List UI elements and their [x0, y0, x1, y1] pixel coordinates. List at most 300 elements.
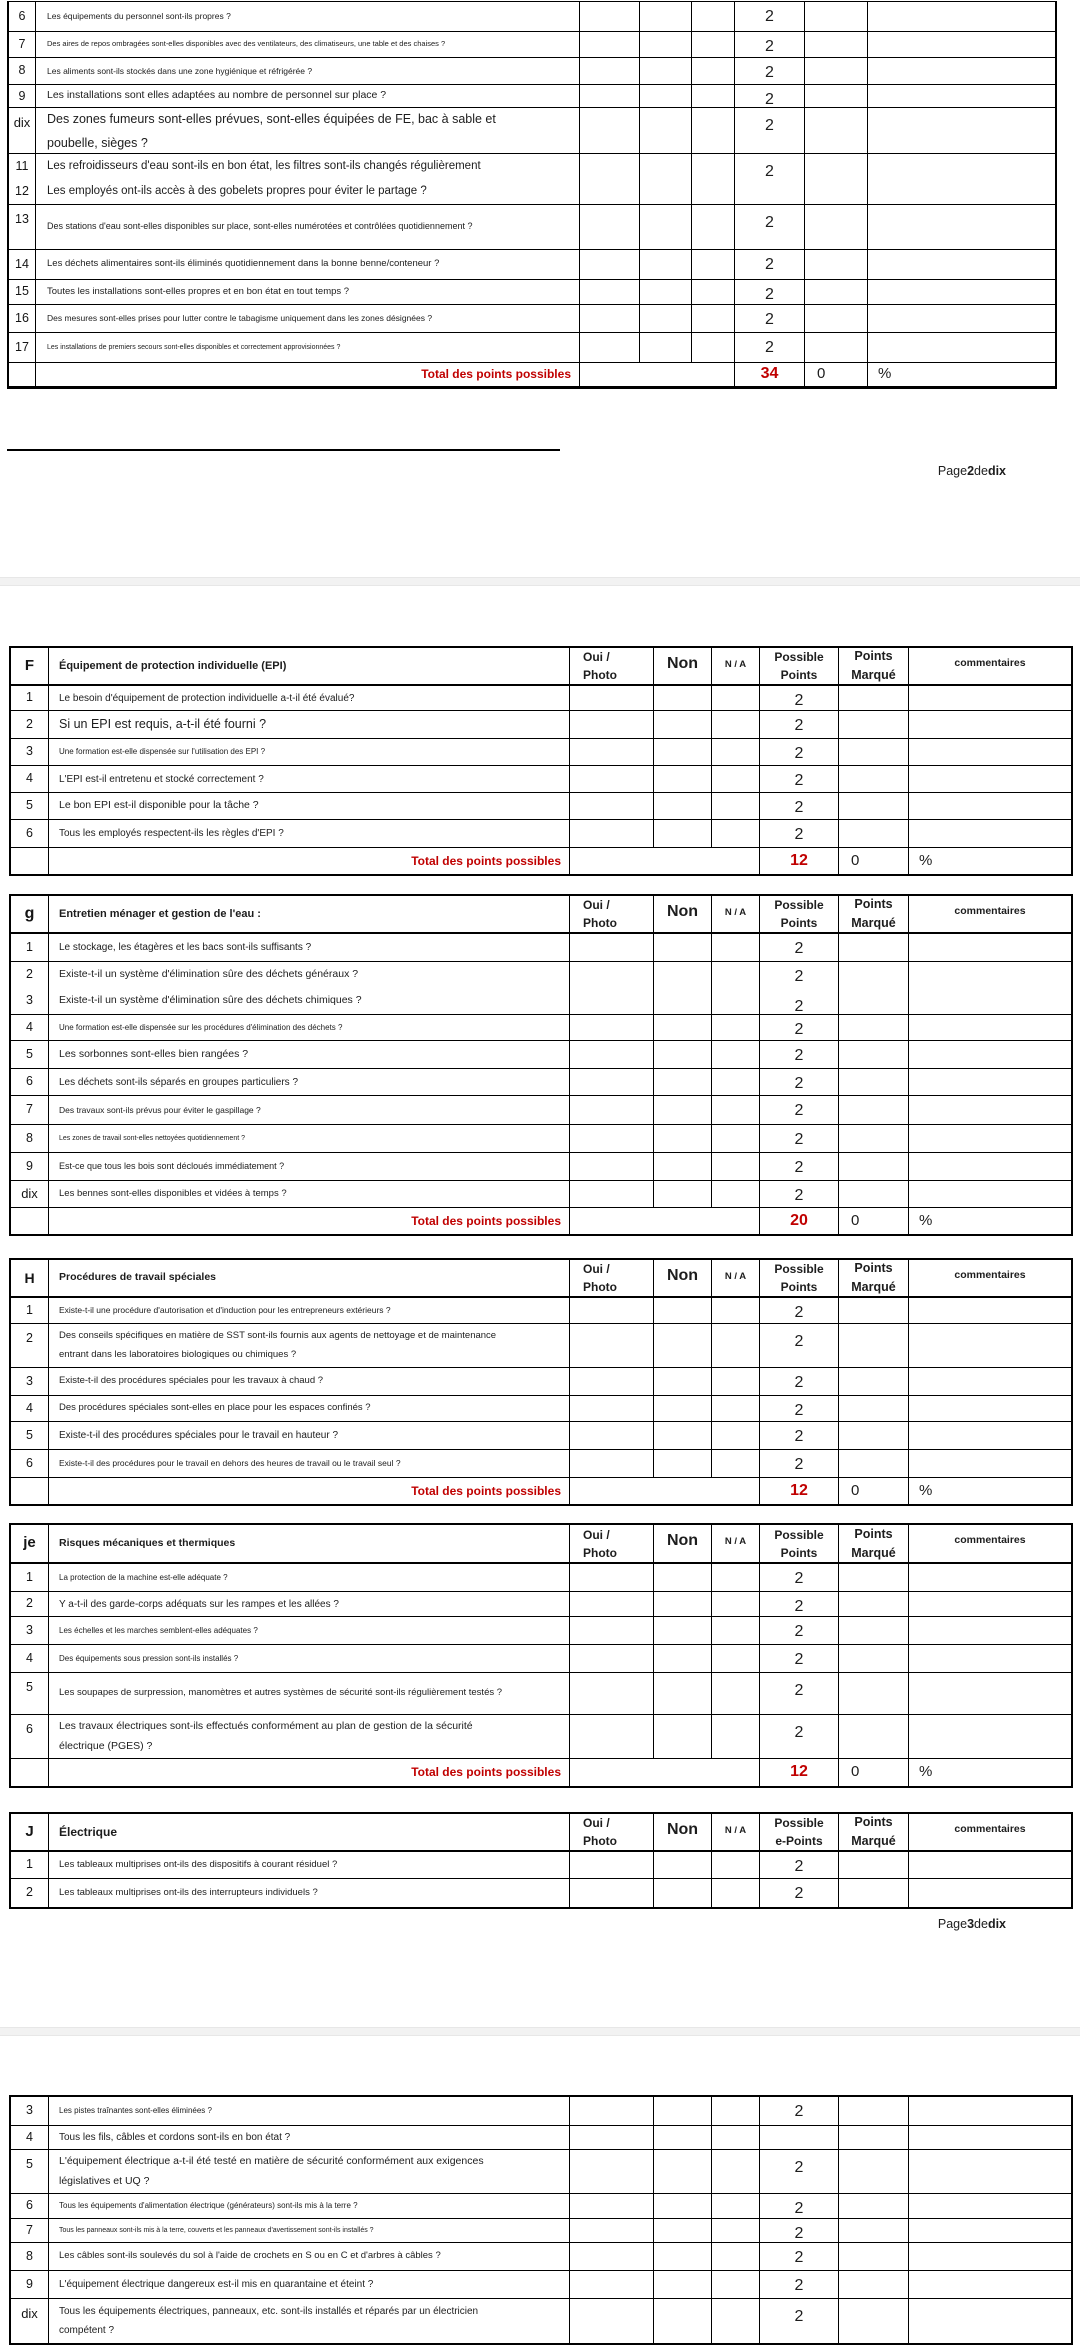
answer-na-cell[interactable] [692, 305, 735, 332]
answer-oui-cell[interactable] [580, 2, 640, 31]
answer-oui-cell[interactable] [580, 58, 640, 84]
comment-cell[interactable] [909, 2150, 1071, 2193]
possible-points-cell [760, 1153, 839, 1180]
comment-cell[interactable] [868, 32, 1055, 57]
answer-na-cell[interactable] [712, 2097, 760, 2125]
answer-non-cell[interactable] [654, 793, 712, 819]
header-points-marque [839, 648, 909, 684]
possible-points-value: 2 [794, 1374, 804, 1391]
comment-cell[interactable] [909, 1422, 1071, 1449]
comment-cell[interactable] [909, 1041, 1071, 1068]
answer-na-cell[interactable] [712, 711, 760, 738]
comment-cell[interactable] [909, 2299, 1071, 2343]
comment-cell[interactable] [909, 1450, 1071, 1477]
points-marque-cell[interactable] [839, 934, 909, 961]
text-line: Points [780, 916, 818, 930]
points-marque-cell[interactable] [839, 1069, 909, 1095]
answer-na-cell[interactable] [712, 2271, 760, 2298]
comment-cell[interactable] [868, 154, 1055, 204]
comment-cell[interactable] [909, 2194, 1071, 2218]
comment-cell[interactable] [909, 1096, 1071, 1124]
points-marque-cell[interactable] [839, 1015, 909, 1040]
comment-cell[interactable] [909, 2219, 1071, 2242]
points-marque-cell[interactable] [805, 108, 868, 153]
answer-oui-cell[interactable] [570, 1852, 654, 1878]
answer-non-cell[interactable] [654, 1324, 712, 1367]
possible-points-value: 2 [794, 1333, 804, 1350]
points-marque-cell[interactable] [839, 1715, 909, 1758]
answer-na-cell[interactable] [712, 962, 760, 1014]
points-marque-cell[interactable] [805, 154, 868, 204]
answer-non-cell[interactable] [654, 739, 712, 765]
answer-oui-cell[interactable] [570, 1450, 654, 1477]
answer-oui-cell[interactable] [580, 250, 640, 279]
question-text: Le besoin d'équipement de protection individuelle a-t-il été évalué? [59, 692, 355, 704]
answer-non-cell[interactable] [640, 108, 692, 153]
answer-oui-cell[interactable] [570, 1368, 654, 1395]
points-marque-cell[interactable] [839, 711, 909, 738]
answer-oui-cell[interactable] [570, 934, 654, 961]
comment-cell[interactable] [909, 1396, 1071, 1421]
answer-oui-cell[interactable] [580, 154, 640, 204]
points-marque-cell[interactable] [839, 1450, 909, 1477]
comment-cell[interactable] [909, 1673, 1071, 1714]
answer-non-cell[interactable] [640, 2, 692, 31]
comment-cell[interactable] [909, 1368, 1071, 1395]
answer-na-cell[interactable] [712, 1396, 760, 1421]
points-marque-cell[interactable] [839, 739, 909, 765]
points-marque-cell[interactable] [839, 962, 909, 1014]
answer-oui-cell[interactable] [580, 280, 640, 304]
comment-cell[interactable] [909, 2097, 1071, 2125]
possible-points-value: 2 [765, 286, 774, 303]
text-line: e-Points [775, 1834, 823, 1848]
answer-non-cell[interactable] [654, 1396, 712, 1421]
answer-oui-cell[interactable] [570, 1153, 654, 1180]
comment-cell[interactable] [909, 1592, 1071, 1616]
answer-oui-cell[interactable] [580, 32, 640, 57]
points-marque-cell[interactable] [805, 250, 868, 279]
answer-oui-cell[interactable] [570, 2299, 654, 2343]
answer-oui-cell[interactable] [570, 2126, 654, 2149]
points-marque-cell[interactable] [805, 333, 868, 362]
answer-non-cell[interactable] [654, 1041, 712, 1068]
answer-oui-cell[interactable] [570, 1617, 654, 1644]
comment-cell[interactable] [868, 108, 1055, 153]
answer-non-cell[interactable] [654, 1673, 712, 1714]
answer-oui-cell[interactable] [570, 766, 654, 792]
answer-oui-cell[interactable] [570, 1096, 654, 1124]
points-marque-cell[interactable] [839, 1645, 909, 1672]
comment-cell[interactable] [868, 250, 1055, 279]
points-marque-cell[interactable] [839, 1879, 909, 1907]
answer-oui-cell[interactable] [570, 962, 654, 1014]
comment-cell[interactable] [909, 1617, 1071, 1644]
points-marque-cell[interactable] [805, 85, 868, 107]
answer-non-cell[interactable] [654, 1181, 712, 1207]
answer-non-cell[interactable] [654, 2243, 712, 2270]
answer-oui-cell[interactable] [570, 820, 654, 847]
comment-cell[interactable] [868, 2, 1055, 31]
answer-oui-cell[interactable] [570, 793, 654, 819]
answer-non-cell[interactable] [654, 1879, 712, 1907]
answer-oui-cell[interactable] [570, 1015, 654, 1040]
answer-oui-cell[interactable] [570, 2219, 654, 2242]
total-empty-cell [11, 1478, 49, 1504]
points-marque-cell[interactable] [839, 1096, 909, 1124]
answer-na-cell[interactable] [712, 739, 760, 765]
points-marque-cell[interactable] [839, 2150, 909, 2193]
points-marque-cell[interactable] [805, 2, 868, 31]
comment-cell[interactable] [868, 85, 1055, 107]
answer-na-cell[interactable] [712, 2194, 760, 2218]
answer-non-cell[interactable] [654, 2150, 712, 2193]
points-marque-cell[interactable] [839, 2243, 909, 2270]
comment-cell[interactable] [909, 1181, 1071, 1207]
answer-oui-cell[interactable] [570, 1645, 654, 1672]
comment-cell[interactable] [868, 58, 1055, 84]
answer-na-cell[interactable] [712, 2219, 760, 2242]
answer-oui-cell[interactable] [580, 205, 640, 249]
answer-non-cell[interactable] [654, 2126, 712, 2149]
answer-oui-cell[interactable] [570, 711, 654, 738]
question-cell [49, 934, 570, 961]
answer-oui-cell[interactable] [580, 333, 640, 362]
points-marque-cell[interactable] [839, 1181, 909, 1207]
answer-na-cell[interactable] [692, 85, 735, 107]
answer-na-cell[interactable] [692, 205, 735, 249]
points-marque-cell[interactable] [839, 1368, 909, 1395]
answer-non-cell[interactable] [654, 1852, 712, 1878]
table-row [11, 2126, 1071, 2150]
answer-non-cell[interactable] [640, 250, 692, 279]
answer-na-cell[interactable] [712, 1450, 760, 1477]
points-marque-cell[interactable] [805, 280, 868, 304]
percent-sign: % [919, 1211, 933, 1229]
answer-na-cell[interactable] [692, 2, 735, 31]
table-row [11, 962, 1071, 1015]
table-row [11, 1450, 1071, 1478]
answer-non-cell[interactable] [654, 1422, 712, 1449]
answer-oui-cell[interactable] [570, 2243, 654, 2270]
question-text: Les équipements du personnel sont-ils propres ? [47, 11, 231, 22]
answer-na-cell[interactable] [692, 280, 735, 304]
answer-non-cell[interactable] [654, 2097, 712, 2125]
section-letter-text: je [23, 1534, 36, 1552]
comment-cell[interactable] [909, 1324, 1071, 1367]
section-title-text: Électrique [59, 1825, 118, 1839]
comment-cell[interactable] [909, 1564, 1071, 1591]
comment-cell[interactable] [909, 1153, 1071, 1180]
points-marque-cell[interactable] [805, 205, 868, 249]
answer-oui-cell[interactable] [580, 305, 640, 332]
answer-oui-cell[interactable] [570, 1422, 654, 1449]
answer-non-cell[interactable] [654, 2271, 712, 2298]
possible-points-cell [760, 820, 839, 847]
question-cell [36, 108, 580, 153]
answer-non-cell[interactable] [654, 1069, 712, 1095]
points-marque-cell[interactable] [839, 1396, 909, 1421]
answer-na-cell[interactable] [712, 1153, 760, 1180]
comment-cell[interactable] [868, 333, 1055, 362]
answer-na-cell[interactable] [692, 333, 735, 362]
points-marque-cell[interactable] [839, 766, 909, 792]
answer-na-cell[interactable] [712, 1125, 760, 1152]
comment-cell[interactable] [868, 205, 1055, 249]
possible-points-cell [760, 2219, 839, 2242]
answer-na-cell[interactable] [692, 154, 735, 204]
answer-na-cell[interactable] [712, 1564, 760, 1591]
answer-na-cell[interactable] [712, 1617, 760, 1644]
answer-oui-cell[interactable] [570, 2150, 654, 2193]
question-text: Toutes les installations sont-elles propres et en bon état en tout temps ? [47, 285, 350, 297]
answer-na-cell[interactable] [712, 1879, 760, 1907]
question-text: Les échelles et les marches semblent-elles adéquates ? [59, 1625, 258, 1635]
possible-points-cell [760, 1041, 839, 1068]
answer-na-cell[interactable] [712, 686, 760, 710]
comment-cell[interactable] [868, 305, 1055, 332]
answer-na-cell[interactable] [692, 108, 735, 153]
comment-cell[interactable] [909, 1298, 1071, 1323]
answer-oui-cell[interactable] [570, 1324, 654, 1367]
comment-cell[interactable] [909, 711, 1071, 738]
answer-non-cell[interactable] [654, 2219, 712, 2242]
points-marque-cell[interactable] [839, 1125, 909, 1152]
comment-cell[interactable] [909, 820, 1071, 847]
comment-cell[interactable] [909, 2243, 1071, 2270]
answer-na-cell[interactable] [712, 2299, 760, 2343]
points-marque-cell[interactable] [839, 1592, 909, 1616]
possible-points-value: 2 [765, 91, 774, 107]
points-marque-cell[interactable] [805, 58, 868, 84]
text-line: Oui / [583, 898, 610, 912]
text-line: Marqué [851, 668, 896, 682]
answer-na-cell[interactable] [712, 2243, 760, 2270]
answer-na-cell[interactable] [712, 1368, 760, 1395]
answer-non-cell[interactable] [654, 934, 712, 961]
question-cell [49, 1422, 570, 1449]
question-text: Tous les équipements électriques, panneaux, etc. sont-ils installés et réparés par un électricien compétent ? [59, 2306, 479, 2336]
percent-sign: % [919, 1763, 933, 1781]
answer-oui-cell[interactable] [570, 1396, 654, 1421]
comment-cell[interactable] [909, 1069, 1071, 1095]
points-marque-cell[interactable] [839, 2271, 909, 2298]
points-marque-cell[interactable] [839, 1852, 909, 1878]
answer-oui-cell[interactable] [570, 686, 654, 710]
answer-non-cell[interactable] [654, 1715, 712, 1758]
comment-cell[interactable] [909, 962, 1071, 1014]
comment-cell[interactable] [909, 793, 1071, 819]
row-number-text: dix [21, 1185, 38, 1201]
answer-non-cell[interactable] [654, 820, 712, 847]
answer-na-cell[interactable] [712, 1041, 760, 1068]
answer-oui-cell[interactable] [580, 85, 640, 107]
points-marque-cell[interactable] [805, 305, 868, 332]
answer-oui-cell[interactable] [570, 2194, 654, 2218]
answer-na-cell[interactable] [712, 1422, 760, 1449]
row-number-text: 9 [26, 2276, 33, 2291]
points-marque-cell[interactable] [839, 1153, 909, 1180]
total-label-text: Total des points possibles [421, 367, 571, 382]
answer-oui-cell[interactable] [570, 1041, 654, 1068]
answer-non-cell[interactable] [654, 1564, 712, 1591]
points-marque-cell[interactable] [839, 1673, 909, 1714]
comment-cell[interactable] [909, 2271, 1071, 2298]
answer-oui-cell[interactable] [570, 2097, 654, 2125]
answer-oui-cell[interactable] [570, 739, 654, 765]
answer-non-cell[interactable] [654, 1617, 712, 1644]
comment-cell[interactable] [909, 686, 1071, 710]
points-marque-cell[interactable] [839, 2299, 909, 2343]
points-marque-cell[interactable] [839, 2126, 909, 2149]
possible-points-cell [760, 1096, 839, 1124]
answer-non-cell[interactable] [654, 1368, 712, 1395]
answer-na-cell[interactable] [712, 793, 760, 819]
answer-oui-cell[interactable] [570, 1181, 654, 1207]
points-marque-cell[interactable] [839, 793, 909, 819]
text-line: Points [854, 1526, 893, 1541]
answer-na-cell[interactable] [712, 2126, 760, 2149]
answer-non-cell[interactable] [640, 58, 692, 84]
points-marque-cell[interactable] [839, 1422, 909, 1449]
comment-cell[interactable] [909, 1852, 1071, 1878]
answer-oui-cell[interactable] [570, 1564, 654, 1591]
points-marque-cell[interactable] [839, 1617, 909, 1644]
answer-non-cell[interactable] [654, 1153, 712, 1180]
possible-points-cell [760, 962, 839, 1014]
comment-cell[interactable] [909, 1125, 1071, 1152]
answer-na-cell[interactable] [712, 1324, 760, 1367]
answer-non-cell[interactable] [654, 711, 712, 738]
answer-non-cell[interactable] [654, 766, 712, 792]
table-row [9, 333, 1055, 363]
text-line: Possible [774, 650, 824, 664]
answer-na-cell[interactable] [712, 1592, 760, 1616]
answer-na-cell[interactable] [712, 1069, 760, 1095]
answer-oui-cell[interactable] [570, 2271, 654, 2298]
points-marque-cell[interactable] [839, 1324, 909, 1367]
question-cell [49, 1015, 570, 1040]
question-cell [49, 2150, 570, 2193]
answer-na-cell[interactable] [712, 2150, 760, 2193]
answer-na-cell[interactable] [712, 766, 760, 792]
possible-points-value: 2 [794, 1682, 804, 1699]
question-cell [36, 2, 580, 31]
text-line: commentaires [954, 905, 1026, 917]
possible-points-value: 2 [794, 717, 804, 734]
comment-cell[interactable] [909, 1879, 1071, 1907]
answer-oui-cell[interactable] [580, 108, 640, 153]
comment-cell[interactable] [909, 1715, 1071, 1758]
answer-na-cell[interactable] [712, 820, 760, 847]
question-text: Une formation est-elle dispensée sur les procédures d'élimination des déchets ? [59, 1022, 343, 1032]
answer-na-cell[interactable] [712, 934, 760, 961]
answer-non-cell[interactable] [640, 85, 692, 107]
answer-non-cell[interactable] [640, 333, 692, 362]
answer-non-cell[interactable] [654, 2194, 712, 2218]
answer-na-cell[interactable] [712, 1181, 760, 1207]
answer-na-cell[interactable] [712, 1715, 760, 1758]
answer-non-cell[interactable] [654, 962, 712, 1014]
points-marque-cell[interactable] [839, 1298, 909, 1323]
answer-non-cell[interactable] [654, 1125, 712, 1152]
text-line: Photo [583, 1834, 617, 1848]
page-separator [0, 577, 1080, 586]
answer-non-cell[interactable] [640, 305, 692, 332]
answer-oui-cell[interactable] [570, 1298, 654, 1323]
answer-na-cell[interactable] [692, 250, 735, 279]
answer-oui-cell[interactable] [570, 1069, 654, 1095]
possible-points-value: 2 [794, 826, 804, 843]
comment-cell[interactable] [909, 1015, 1071, 1040]
total-marque-value: 0 [851, 851, 860, 869]
answer-oui-cell[interactable] [570, 1125, 654, 1152]
answer-non-cell[interactable] [640, 280, 692, 304]
row-number [11, 2299, 49, 2343]
answer-na-cell[interactable] [692, 32, 735, 57]
points-marque-cell[interactable] [839, 2194, 909, 2218]
answer-oui-cell[interactable] [570, 1592, 654, 1616]
answer-oui-cell[interactable] [570, 1673, 654, 1714]
answer-na-cell[interactable] [712, 1096, 760, 1124]
possible-points-cell [735, 2, 805, 31]
possible-points-value: 2 [765, 256, 774, 273]
row-number [11, 820, 49, 847]
comment-cell[interactable] [909, 934, 1071, 961]
section-title-text: Procédures de travail spéciales [59, 1271, 217, 1284]
points-marque-cell[interactable] [805, 32, 868, 57]
comment-cell[interactable] [909, 766, 1071, 792]
answer-non-cell[interactable] [654, 1096, 712, 1124]
answer-na-cell[interactable] [692, 58, 735, 84]
table-f-epi [9, 646, 1073, 876]
answer-non-cell[interactable] [654, 1298, 712, 1323]
answer-na-cell[interactable] [712, 1298, 760, 1323]
answer-oui-cell[interactable] [570, 1879, 654, 1907]
row-number-text: 1 [26, 690, 33, 705]
answer-na-cell[interactable] [712, 1015, 760, 1040]
comment-cell[interactable] [868, 280, 1055, 304]
row-number [11, 1368, 49, 1395]
possible-points-cell [760, 2271, 839, 2298]
comment-cell[interactable] [909, 2126, 1071, 2149]
answer-na-cell[interactable] [712, 1852, 760, 1878]
answer-non-cell[interactable] [654, 1645, 712, 1672]
answer-na-cell[interactable] [712, 1645, 760, 1672]
possible-points-cell [735, 154, 805, 204]
answer-non-cell[interactable] [654, 1450, 712, 1477]
row-number-text: 8 [18, 63, 26, 78]
total-label [49, 1759, 570, 1786]
answer-non-cell[interactable] [640, 205, 692, 249]
answer-non-cell[interactable] [640, 154, 692, 204]
answer-non-cell[interactable] [640, 32, 692, 57]
points-marque-cell[interactable] [839, 686, 909, 710]
comment-cell[interactable] [909, 739, 1071, 765]
points-marque-cell[interactable] [839, 1564, 909, 1591]
answer-oui-cell[interactable] [570, 1715, 654, 1758]
answer-non-cell[interactable] [654, 1015, 712, 1040]
points-marque-cell[interactable] [839, 2219, 909, 2242]
answer-non-cell[interactable] [654, 1592, 712, 1616]
points-marque-cell[interactable] [839, 2097, 909, 2125]
answer-non-cell[interactable] [654, 2299, 712, 2343]
answer-non-cell[interactable] [654, 686, 712, 710]
points-marque-cell[interactable] [839, 1041, 909, 1068]
answer-na-cell[interactable] [712, 1673, 760, 1714]
points-marque-cell[interactable] [839, 820, 909, 847]
comment-cell[interactable] [909, 1645, 1071, 1672]
